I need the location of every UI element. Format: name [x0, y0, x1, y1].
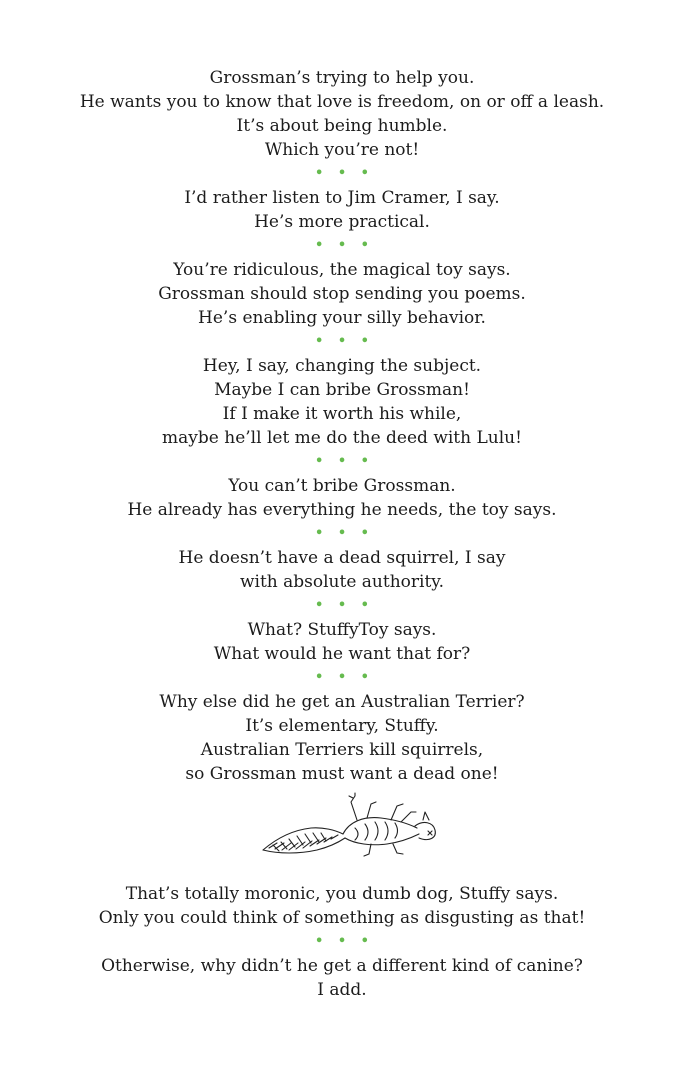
poem-line: He’s enabling your silly behavior.	[198, 308, 486, 328]
poem-section-after	[0, 882, 684, 1002]
stanza-separator: • • •	[315, 934, 374, 949]
stanza-separator: • • •	[315, 670, 374, 685]
poem-line: You’re ridiculous, the magical toy says.	[173, 260, 511, 280]
stanza-separator: • • •	[315, 334, 374, 349]
illustration	[0, 786, 684, 882]
poem-line: Hey, I say, changing the subject.	[202, 356, 482, 376]
poem-line: He’s more practical.	[254, 212, 430, 232]
poem-line: I add.	[317, 980, 367, 1000]
poem-line: He doesn’t have a dead squirrel, I say	[178, 548, 506, 568]
poem-line: It’s elementary, Stuffy.	[245, 716, 439, 736]
stanza-separator: • • •	[315, 238, 374, 253]
poem-line: What? StuffyToy says.	[247, 620, 437, 640]
poem-line: so Grossman must want a dead one!	[185, 764, 499, 784]
poem-line: Maybe I can bribe Grossman!	[214, 380, 470, 400]
stanza-separator: • • •	[315, 526, 374, 541]
poem-section-before	[0, 66, 684, 786]
poem-line: Grossman should stop sending you poems.	[158, 284, 526, 304]
poem-line: You can’t bribe Grossman.	[228, 476, 456, 496]
poem-line: Only you could think of something as disgusting as that!	[98, 908, 586, 928]
poem-line: What would he want that for?	[213, 644, 471, 664]
stanza-separator: • • •	[315, 166, 374, 181]
poem-page	[0, 66, 684, 1002]
poem-line: Otherwise, why didn’t he get a different kind of canine?	[101, 956, 583, 976]
poem-line: I’d rather listen to Jim Cramer, I say.	[184, 188, 500, 208]
poem-line: He already has everything he needs, the toy says.	[127, 500, 557, 520]
poem-line: with absolute authority.	[239, 572, 445, 592]
poem-line: Why else did he get an Australian Terrier?	[159, 692, 525, 712]
poem-line: Australian Terriers kill squirrels,	[200, 740, 484, 760]
dead-squirrel-icon	[259, 792, 439, 864]
poem-line: That’s totally moronic, you dumb dog, Stuffy says.	[125, 884, 559, 904]
stanza-separator: • • •	[315, 454, 374, 469]
poem-line: maybe he’ll let me do the deed with Lulu!	[162, 428, 522, 448]
poem-line: He wants you to know that love is freedom, on or off a leash.	[79, 92, 605, 112]
poem-line: Which you’re not!	[264, 140, 420, 160]
poem-line: Grossman’s trying to help you.	[209, 68, 475, 88]
poem-line: If I make it worth his while,	[222, 404, 462, 424]
poem-line: It’s about being humble.	[236, 116, 448, 136]
stanza-separator: • • •	[315, 598, 374, 613]
